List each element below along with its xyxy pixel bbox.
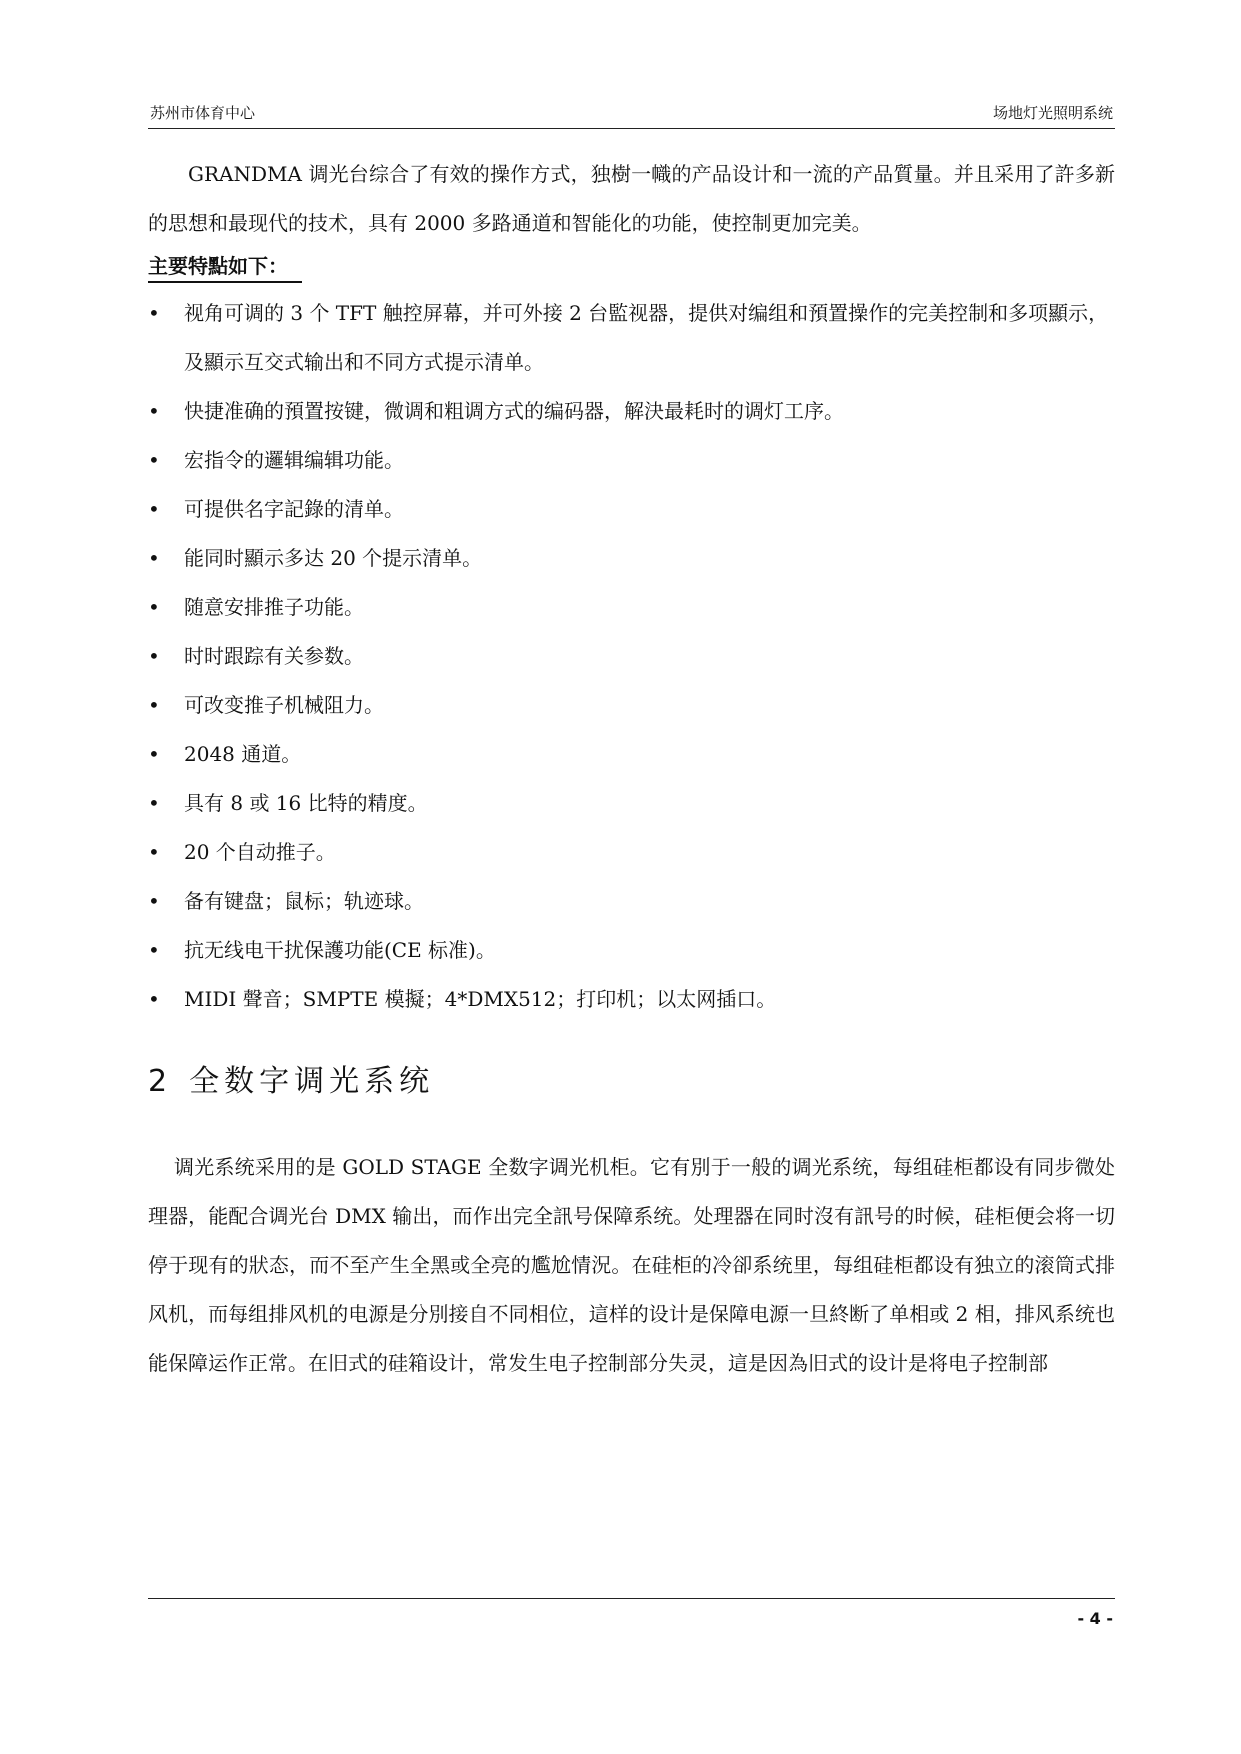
features-heading: 主要特點如下： <box>148 251 302 283</box>
feature-text: 可改变推子机械阻力。 <box>184 693 384 717</box>
feature-item <box>148 926 1115 975</box>
feature-item <box>148 779 1115 828</box>
feature-text: 能同时顯示多达 20 个提示清单。 <box>184 546 483 570</box>
page-number: - 4 - <box>1077 1609 1113 1628</box>
feature-text: 具有 8 或 16 比特的精度。 <box>184 791 428 815</box>
bullet-icon: • <box>148 497 160 521</box>
header-left-title: 苏州市体育中心 <box>150 104 256 122</box>
feature-item <box>148 975 1115 1024</box>
section-title: 全数字调光系统 <box>189 1064 435 1099</box>
feature-list <box>148 289 1115 1024</box>
feature-text: 2048 通道。 <box>184 742 302 766</box>
feature-item <box>148 534 1115 583</box>
bullet-icon: • <box>148 889 160 913</box>
section-heading <box>148 1057 1115 1107</box>
section-body-paragraph: 调光系统采用的是 GOLD STAGE 全数字调光机柜。它有別于一般的调光系统，每组硅柜都设有同步微处理器，能配合调光台 DMX 输出，而作出完全訊号保障系统。处理器在同时沒有訊号的时候，硅柜便会将一切停于现有的狀态，而不至产生全黑或全亮的尷尬情況。在硅柜的冷卻系统里，每组硅柜都设有独立的滚筒式排风机，而每组排风机的电源是分別接自不同相位，這样的设计是保障电源一旦終断了单相或 2 相，排风系统也能保障运作正常。在旧式的硅箱设计，常发生电子控制部分失灵，這是因為旧式的设计是将电子控制部 <box>148 1155 1115 1375</box>
page-header <box>148 98 1115 129</box>
feature-text: 20 个自动推子。 <box>184 840 336 864</box>
bullet-icon: • <box>148 742 160 766</box>
bullet-icon: • <box>148 840 160 864</box>
bullet-icon: • <box>148 448 160 472</box>
page-footer <box>148 1598 1115 1639</box>
feature-text: 可提供名字記錄的清单。 <box>184 497 404 521</box>
page-content <box>148 150 1115 1388</box>
bullet-icon: • <box>148 938 160 962</box>
feature-item <box>148 436 1115 485</box>
feature-item <box>148 877 1115 926</box>
feature-item <box>148 730 1115 779</box>
feature-item <box>148 289 1115 387</box>
feature-text: 快捷准确的預置按键，微调和粗调方式的编码器，解決最耗时的调灯工序。 <box>184 399 844 423</box>
header-right-title: 场地灯光照明系统 <box>992 104 1113 122</box>
section-number: 2 <box>148 1064 168 1099</box>
feature-item <box>148 583 1115 632</box>
feature-item <box>148 828 1115 877</box>
feature-text: 抗无线电干扰保護功能(CE 标准)。 <box>184 938 496 962</box>
feature-item <box>148 387 1115 436</box>
feature-item <box>148 485 1115 534</box>
feature-text: 宏指令的邏辑编辑功能。 <box>184 448 404 472</box>
feature-text: 时时跟踪有关参数。 <box>184 644 364 668</box>
bullet-icon: • <box>148 546 160 570</box>
bullet-icon: • <box>148 644 160 668</box>
bullet-icon: • <box>148 987 160 1011</box>
feature-item <box>148 632 1115 681</box>
feature-item <box>148 681 1115 730</box>
feature-text: 视角可调的 3 个 TFT 触控屏幕，并可外接 2 台監视器，提供对编组和預置操作的完美控制和多项顯示，及顯示互交式输出和不同方式提示清单。 <box>184 301 1109 374</box>
feature-text: 随意安排推子功能。 <box>184 595 364 619</box>
bullet-icon: • <box>148 595 160 619</box>
feature-text: 备有键盘；鼠标；轨迹球。 <box>184 889 424 913</box>
bullet-icon: • <box>148 693 160 717</box>
intro-paragraph: GRANDMA 调光台综合了有效的操作方式，独樹一幟的产品设计和一流的产品質量。并且采用了許多新的思想和最现代的技术，具有 2000 多路通道和智能化的功能，使控制更加完美。 <box>148 162 1115 235</box>
bullet-icon: • <box>148 301 160 325</box>
bullet-icon: • <box>148 399 160 423</box>
feature-text: MIDI 聲音；SMPTE 模擬；4*DMX512；打印机；以太网插口。 <box>184 987 777 1011</box>
bullet-icon: • <box>148 791 160 815</box>
